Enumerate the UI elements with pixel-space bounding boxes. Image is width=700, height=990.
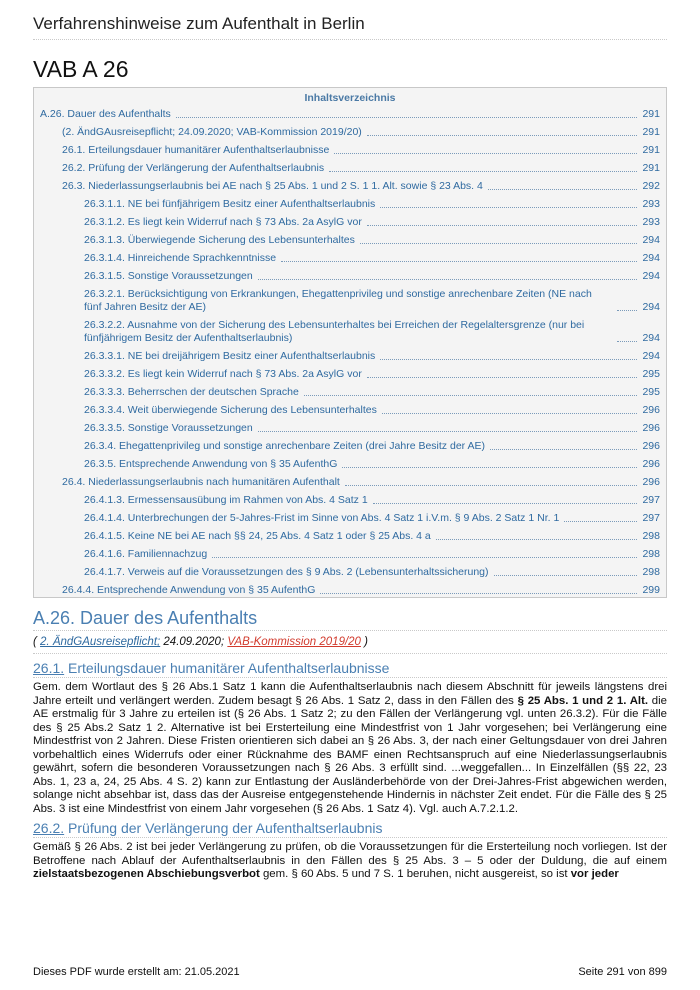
subsection-title-26-2 — [33, 820, 382, 836]
toc-list — [40, 108, 660, 597]
toc-entry-page: 293 — [642, 216, 660, 228]
toc-leader-dots — [345, 485, 637, 486]
toc-entry[interactable] — [40, 458, 660, 471]
section-title: A.26. Dauer des Aufenthalts — [33, 608, 258, 628]
amendment-date: 24.09.2020; — [160, 636, 228, 648]
toc-entry-page: 294 — [642, 350, 660, 362]
toc-entry[interactable] — [40, 548, 660, 561]
para-bold: § 25 Abs. 1 und 2 1. Alt. — [517, 694, 649, 707]
toc-entry-label: 26.1. Erteilungsdauer humanitärer Aufenthaltserlaubnisse — [62, 144, 330, 156]
subsection-number-link[interactable]: 26.1. — [33, 660, 65, 676]
toc-entry-label: 26.3.1.1. NE bei fünfjährigem Besitz einer Aufenthaltserlaubnis — [84, 198, 376, 210]
toc-entry-label: 26.3.3.2. Es liegt kein Widerruf nach § 73 Abs. 2a AsylG vor — [84, 368, 362, 380]
amend-close: ) — [360, 636, 368, 648]
amendment-link-aendg[interactable]: 2. ÄndGAusreisepflicht; — [40, 636, 161, 648]
toc-leader-dots — [564, 521, 637, 522]
toc-entry-label: (2. ÄndGAusreisepflicht; 24.09.2020; VAB-Kommission 2019/20) — [62, 126, 362, 138]
toc-entry[interactable] — [40, 512, 660, 525]
amendment-divider — [33, 653, 667, 654]
amendment-link-vab-kommission[interactable]: VAB-Kommission 2019/20 — [227, 636, 361, 648]
document-title: VAB A 26 — [33, 56, 129, 82]
subsection-title-text: Prüfung der Verlängerung der Aufenthaltserlaubnis — [64, 820, 383, 836]
toc-entry[interactable] — [40, 368, 660, 381]
toc-entry[interactable] — [40, 350, 660, 363]
page-header — [33, 14, 667, 40]
toc-entry-page: 291 — [642, 108, 660, 120]
toc-entry-label: 26.3.1.4. Hinreichende Sprachkenntnisse — [84, 252, 277, 264]
toc-leader-dots — [334, 153, 637, 154]
toc-entry[interactable] — [40, 216, 660, 229]
toc-leader-dots — [367, 225, 637, 226]
subsection-divider — [33, 677, 667, 678]
toc-entry-label: 26.4.1.6. Familiennachzug — [84, 548, 208, 560]
subsection-title-text: Erteilungsdauer humanitärer Aufenthaltserlaubnisse — [64, 660, 390, 676]
toc-entry-page: 296 — [642, 422, 660, 434]
toc-entry[interactable] — [40, 476, 660, 489]
toc-entry-page: 292 — [642, 180, 660, 192]
toc-entry[interactable] — [40, 566, 660, 579]
para-text: die AE erstmalig für 3 Jahre zu erteilen ist (§ 26 Abs. 1 Satz 2; zu den Fällen der Verlängerung vgl. unten 26.3.2). Für die Fälle des § 25 Abs.2 Satz 1 2. Alternative ist bei Ersterteilung eine Mindestfrist von 1 Jahr vorgesehen; bei Verlängerung eine Mindestfrist von 2 Jahren. Diese Fristen orientieren sich dabei an § 26 Abs. 3, der nach einer Geltungsdauer von drei Jahren vorbehaltlich eines Widerrufs oder einer Rücknahme des BAMF einen Rechtsanspruch auf eine Niederlassungserlaubnis gewährt, sofern die besonderen Voraussetzungen nach § 26 Abs. 3 erfüllt sind. ...weggefallen... In Einzelfällen (§§ 22, 23 Abs. 1, 23 a, 24, 25 Abs. 4 S. 2) kann zur Entlastung der Ausländerbehörde von der Drei-Jahres-Frist abgewichen werden, solange nicht absehbar ist, dass das der Ausreise entgegenstehende Hindernis in nächster Zeit endet. Für die Fälle des § 25 Abs. 3 ist eine Mindestfrist von einem Jahr vorgesehen (§ 26 Abs. 1 Satz 4). Vgl. auch A.7.2.1.2. — [33, 694, 667, 815]
toc-leader-dots — [342, 467, 637, 468]
toc-entry-label: 26.4.1.3. Ermessensausübung im Rahmen von Abs. 4 Satz 1 — [84, 494, 368, 506]
toc-leader-dots — [367, 377, 637, 378]
toc-leader-dots — [367, 135, 637, 136]
toc-entry-label: 26.3.2.1. Berücksichtigung von Erkrankungen, Ehegattenprivileg und sonstige anrechenbare Zeiten (NE nach fünf Jahren Besitz der AE) — [84, 288, 592, 313]
toc-entry[interactable] — [40, 234, 660, 247]
toc-leader-dots — [258, 431, 637, 432]
para-text: Gem. dem Wortlaut des § 26 Abs.1 Satz 1 kann die Aufenthaltserlaubnis nach diesem Abschnitt für jeweils längstens drei Jahre erteilt und verlängert werden. Zudem besagt § 26 Abs. 1 Satz 2, dass in den Fällen des — [33, 681, 667, 707]
toc-entry-page: 295 — [642, 368, 660, 380]
toc-entry[interactable] — [40, 530, 660, 543]
toc-leader-dots — [380, 207, 637, 208]
toc-entry[interactable] — [40, 180, 660, 193]
toc-entry[interactable] — [40, 252, 660, 265]
toc-entry[interactable] — [40, 144, 660, 157]
toc-entry-label: 26.3.3.4. Weit überwiegende Sicherung des Lebensunterhaltes — [84, 404, 377, 416]
toc-entry[interactable] — [40, 198, 660, 211]
toc-leader-dots — [436, 539, 637, 540]
toc-entry[interactable] — [40, 386, 660, 399]
toc-entry[interactable] — [40, 494, 660, 507]
toc-entry-label: 26.3.3.3. Beherrschen der deutschen Sprache — [84, 386, 299, 398]
toc-entry-page: 294 — [642, 252, 660, 264]
amend-open: ( — [33, 636, 41, 648]
footer-page-number: Seite 291 von 899 — [578, 966, 667, 978]
toc-entry-page: 294 — [642, 332, 660, 344]
toc-entry-label: 26.3. Niederlassungserlaubnis bei AE nach § 25 Abs. 1 und 2 S. 1 1. Alt. sowie § 23 Abs. 4 — [62, 180, 483, 192]
toc-entry-page: 291 — [642, 126, 660, 138]
amendment-note — [33, 636, 368, 648]
toc-leader-dots — [320, 593, 637, 594]
toc-entry[interactable] — [40, 422, 660, 435]
toc-entry[interactable] — [40, 162, 660, 175]
toc-entry-page: 295 — [642, 386, 660, 398]
toc-entry-page: 296 — [642, 476, 660, 488]
toc-entry-label: 26.3.5. Entsprechende Anwendung von § 35 AufenthG — [84, 458, 338, 470]
toc-entry[interactable] — [40, 440, 660, 453]
toc-entry-page: 297 — [642, 494, 660, 506]
toc-leader-dots — [617, 341, 637, 342]
toc-leader-dots — [380, 359, 637, 360]
toc-entry-page: 296 — [642, 458, 660, 470]
toc-entry-label: 26.4.1.4. Unterbrechungen der 5-Jahres-Frist im Sinne von Abs. 4 Satz 1 i.V.m. § 9 Abs. 2 Satz 1 Nr. 1 — [84, 512, 560, 524]
toc-entry-page: 291 — [642, 144, 660, 156]
toc-entry-page: 294 — [642, 234, 660, 246]
toc-entry-label: 26.2. Prüfung der Verlängerung der Aufenthaltserlaubnis — [62, 162, 325, 174]
toc-entry-page: 298 — [642, 548, 660, 560]
para-text: gem. § 60 Abs. 5 und 7 S. 1 beruhen, nicht ausgereist, so ist — [259, 868, 571, 880]
subsection-number-link[interactable]: 26.2. — [33, 820, 65, 836]
para-bold: zielstaatsbezogenen Abschiebungsverbot — [33, 868, 260, 880]
toc-entry-label: A.26. Dauer des Aufenthalts — [40, 108, 171, 120]
toc-entry[interactable] — [40, 404, 660, 417]
toc-leader-dots — [490, 449, 637, 450]
toc-entry-page: 293 — [642, 198, 660, 210]
toc-entry[interactable] — [40, 288, 660, 314]
table-of-contents — [33, 87, 667, 598]
toc-entry-label: 26.3.4. Ehegattenprivileg und sonstige anrechenbare Zeiten (drei Jahre Besitz der AE) — [84, 440, 485, 452]
toc-entry-page: 297 — [642, 512, 660, 524]
subsection-divider — [33, 837, 667, 838]
toc-entry[interactable] — [40, 108, 660, 121]
toc-entry-label: 26.4.1.7. Verweis auf die Voraussetzungen des § 9 Abs. 2 (Lebensunterhaltssicherung) — [84, 566, 489, 578]
para-bold: vor jeder — [570, 868, 619, 880]
toc-entry-page: 298 — [642, 566, 660, 578]
toc-leader-dots — [382, 413, 637, 414]
toc-entry[interactable] — [40, 319, 660, 345]
toc-entry-page: 294 — [642, 270, 660, 282]
toc-entry-label: 26.4. Niederlassungserlaubnis nach humanitären Aufenthalt — [62, 476, 340, 488]
toc-leader-dots — [360, 243, 637, 244]
toc-entry[interactable] — [40, 584, 660, 597]
paragraph-26-1 — [33, 681, 667, 816]
toc-heading: Inhaltsverzeichnis — [304, 92, 396, 104]
section-divider — [33, 630, 667, 631]
para-text: Gemäß § 26 Abs. 2 ist bei jeder Verlängerung zu prüfen, ob die Voraussetzungen für die Ersterteilung noch vorliegen. Ist der Betroffene nach Ablauf der Aufenthaltserlaubnis in den Fällen des § 25 Abs. 3 – 5 oder der Duldung, die auf einem — [33, 841, 667, 867]
toc-entry-page: 296 — [642, 440, 660, 452]
paragraph-26-2 — [33, 841, 667, 882]
toc-entry-page: 291 — [642, 162, 660, 174]
toc-entry-label: 26.3.1.2. Es liegt kein Widerruf nach § 73 Abs. 2a AsylG vor — [84, 216, 362, 228]
toc-entry-page: 294 — [642, 301, 660, 313]
toc-entry[interactable] — [40, 126, 660, 139]
toc-entry-page: 299 — [642, 584, 660, 596]
toc-leader-dots — [373, 503, 637, 504]
toc-leader-dots — [212, 557, 637, 558]
header-divider — [33, 39, 667, 40]
toc-leader-dots — [617, 310, 637, 311]
toc-leader-dots — [494, 575, 637, 576]
toc-leader-dots — [176, 117, 637, 118]
toc-entry-label: 26.3.1.5. Sonstige Voraussetzungen — [84, 270, 253, 282]
toc-entry-label: 26.4.1.5. Keine NE bei AE nach §§ 24, 25 Abs. 4 Satz 1 oder § 25 Abs. 4 a — [84, 530, 431, 542]
header-title: Verfahrenshinweise zum Aufenthalt in Berlin — [33, 14, 365, 33]
toc-entry-label: 26.3.2.2. Ausnahme von der Sicherung des Lebensunterhaltes bei Erreichen der Regelaltersgrenze (nur bei fünfjährigem Besitz der Aufenthaltserlaubnis) — [84, 319, 585, 344]
toc-entry-label: 26.3.3.1. NE bei dreijährigem Besitz einer Aufenthaltserlaubnis — [84, 350, 376, 362]
toc-leader-dots — [488, 189, 637, 190]
toc-entry-label: 26.4.4. Entsprechende Anwendung von § 35 AufenthG — [62, 584, 316, 596]
toc-leader-dots — [281, 261, 637, 262]
toc-leader-dots — [329, 171, 637, 172]
toc-entry-page: 296 — [642, 404, 660, 416]
toc-leader-dots — [258, 279, 637, 280]
toc-entry[interactable] — [40, 270, 660, 283]
toc-entry-label: 26.3.3.5. Sonstige Voraussetzungen — [84, 422, 253, 434]
toc-leader-dots — [304, 395, 637, 396]
footer-created-date: Dieses PDF wurde erstellt am: 21.05.2021 — [33, 966, 240, 978]
subsection-title-26-1 — [33, 660, 389, 676]
toc-entry-label: 26.3.1.3. Überwiegende Sicherung des Lebensunterhaltes — [84, 234, 355, 246]
toc-entry-page: 298 — [642, 530, 660, 542]
